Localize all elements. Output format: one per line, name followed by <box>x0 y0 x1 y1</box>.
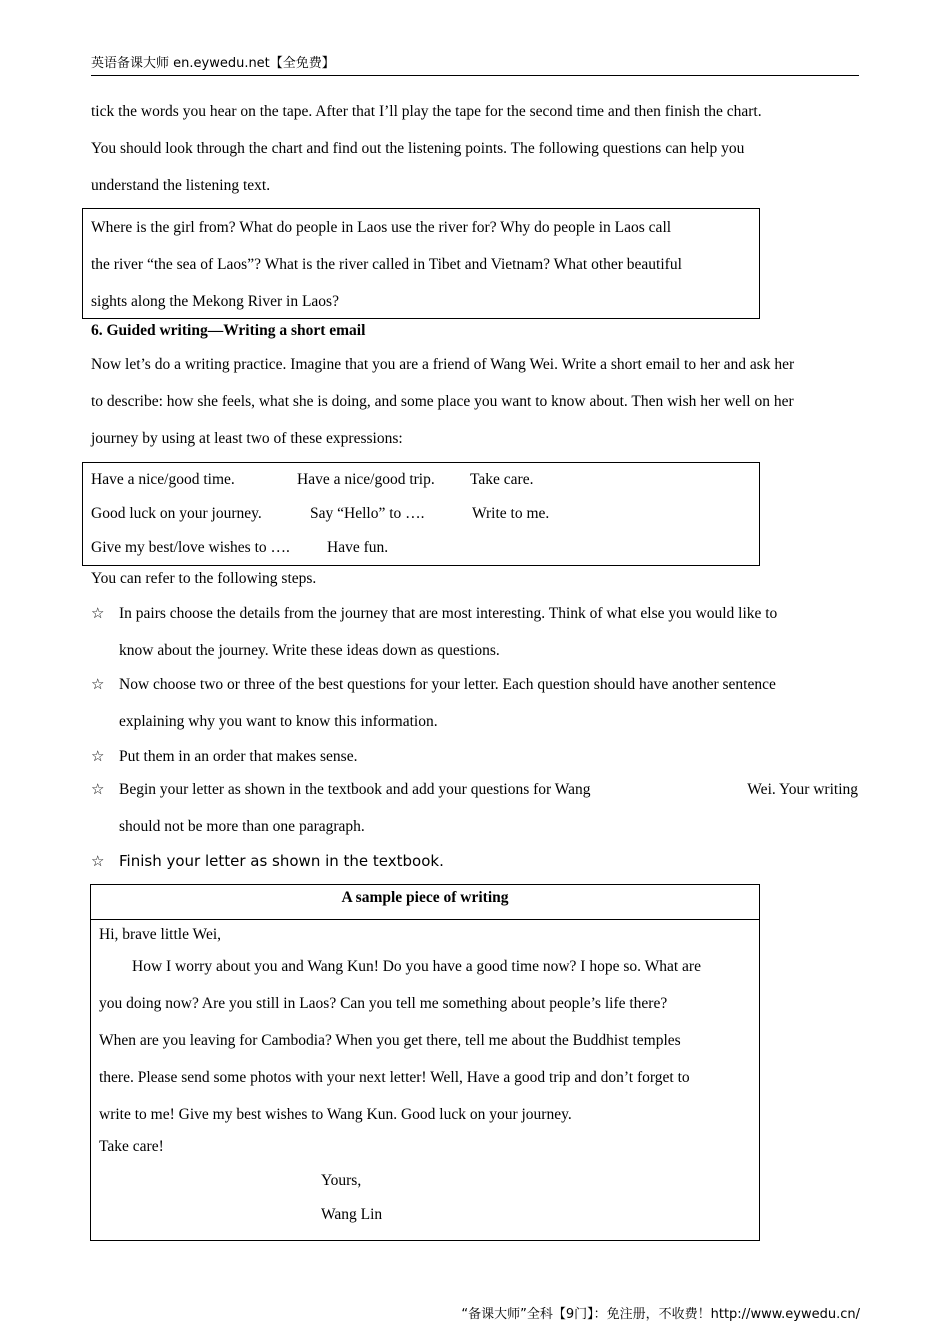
intro-line: understand the listening text. <box>91 177 271 194</box>
step-item <box>91 843 858 880</box>
sample-letter-line: write to me! Give my best wishes to Wang Kun. Good luck on your journey. <box>99 1106 572 1123</box>
step-line: Put them in an order that makes sense. <box>119 748 358 765</box>
step-item <box>91 666 858 740</box>
intro-paragraph <box>91 93 845 204</box>
star-bullet-icon: ☆ <box>91 852 105 870</box>
question-line: the river “the sea of Laos”? What is the river called in Tibet and Vietnam? What other beautiful <box>91 256 682 273</box>
step-line <box>119 771 858 808</box>
expression: Have fun. <box>327 539 389 556</box>
step-item <box>91 595 858 669</box>
step-line: know about the journey. Write these ideas down as questions. <box>119 642 500 659</box>
step-text <box>119 738 858 775</box>
star-bullet-icon: ☆ <box>91 675 105 693</box>
step-line: Finish your letter as shown in the textbook. <box>119 852 444 870</box>
expressions-box <box>82 462 760 566</box>
step-line-part: Begin your letter as shown in the textbook and add your questions for Wang <box>119 781 591 798</box>
step-item <box>91 738 858 775</box>
star-bullet-icon: ☆ <box>91 780 105 798</box>
expression: Good luck on your journey. <box>91 505 262 522</box>
expression: Take care. <box>470 471 534 488</box>
expressions-row <box>83 463 759 497</box>
intro-line: You should look through the chart and find out the listening points. The following questions can help you <box>91 140 745 157</box>
step-line: Now choose two or three of the best questions for your letter. Each question should have another sentence <box>119 676 776 693</box>
sample-greeting: Hi, brave little Wei, <box>99 926 222 943</box>
sample-body <box>91 922 759 1232</box>
section-heading: 6. Guided writing—Writing a short email <box>91 322 366 339</box>
expression: Write to me. <box>472 505 550 522</box>
intro-line: tick the words you hear on the tape. After that I’ll play the tape for the second time and then finish the chart. <box>91 103 762 120</box>
question-line: sights along the Mekong River in Laos? <box>91 293 339 310</box>
section6-line: to describe: how she feels, what she is doing, and some place you want to know about. Then wish her well on her <box>91 393 794 410</box>
expression: Give my best/love wishes to …. <box>91 539 290 556</box>
questions-box <box>82 208 760 319</box>
expression: Say “Hello” to …. <box>310 505 425 522</box>
question-line: Where is the girl from? What do people in Laos use the river for? Why do people in Laos call <box>91 219 672 236</box>
step-line: should not be more than one paragraph. <box>119 818 365 835</box>
steps-intro: You can refer to the following steps. <box>91 570 317 587</box>
step-text <box>119 666 858 740</box>
section6-paragraph <box>91 346 859 457</box>
page-header: 英语备课大师 en.eywedu.net【全免费】 <box>91 55 859 76</box>
sample-letter-line: there. Please send some photos with your next letter! Well, Have a good trip and don’t forget to <box>99 1069 690 1086</box>
step-line: In pairs choose the details from the journey that are most interesting. Think of what else you would like to <box>119 605 778 622</box>
star-bullet-icon: ☆ <box>91 604 105 622</box>
expression: Have a nice/good trip. <box>297 471 435 488</box>
step-item <box>91 771 858 845</box>
step-text <box>119 771 858 845</box>
sample-signature: Wang Lin <box>321 1206 383 1223</box>
section6-line: journey by using at least two of these expressions: <box>91 430 403 447</box>
sample-closing: Take care! <box>99 1138 164 1155</box>
step-text <box>119 843 858 880</box>
section6-line: Now let’s do a writing practice. Imagine that you are a friend of Wang Wei. Write a short email to her and ask her <box>91 356 795 373</box>
step-line: explaining why you want to know this information. <box>119 713 438 730</box>
expression: Have a nice/good time. <box>91 471 235 488</box>
sample-title: A sample piece of writing <box>91 885 759 920</box>
sample-writing-box <box>90 884 760 1241</box>
sample-letter-line: How I worry about you and Wang Kun! Do you have a good time now? I hope so. What are <box>132 958 701 975</box>
page-footer: “备课大师”全科【9门】：免注册，不收费！http://www.eywedu.cn/ <box>461 1307 860 1322</box>
step-text <box>119 595 858 669</box>
sample-letter-line: you doing now? Are you still in Laos? Can you tell me something about people’s life there? <box>99 995 668 1012</box>
step-line-part: Wei. Your writing <box>747 781 858 798</box>
star-bullet-icon: ☆ <box>91 747 105 765</box>
expressions-row <box>83 497 759 531</box>
sample-letter-line: When are you leaving for Cambodia? When you get there, tell me about the Buddhist temples <box>99 1032 681 1049</box>
sample-signoff: Yours, <box>321 1172 362 1189</box>
expressions-row <box>83 531 759 565</box>
